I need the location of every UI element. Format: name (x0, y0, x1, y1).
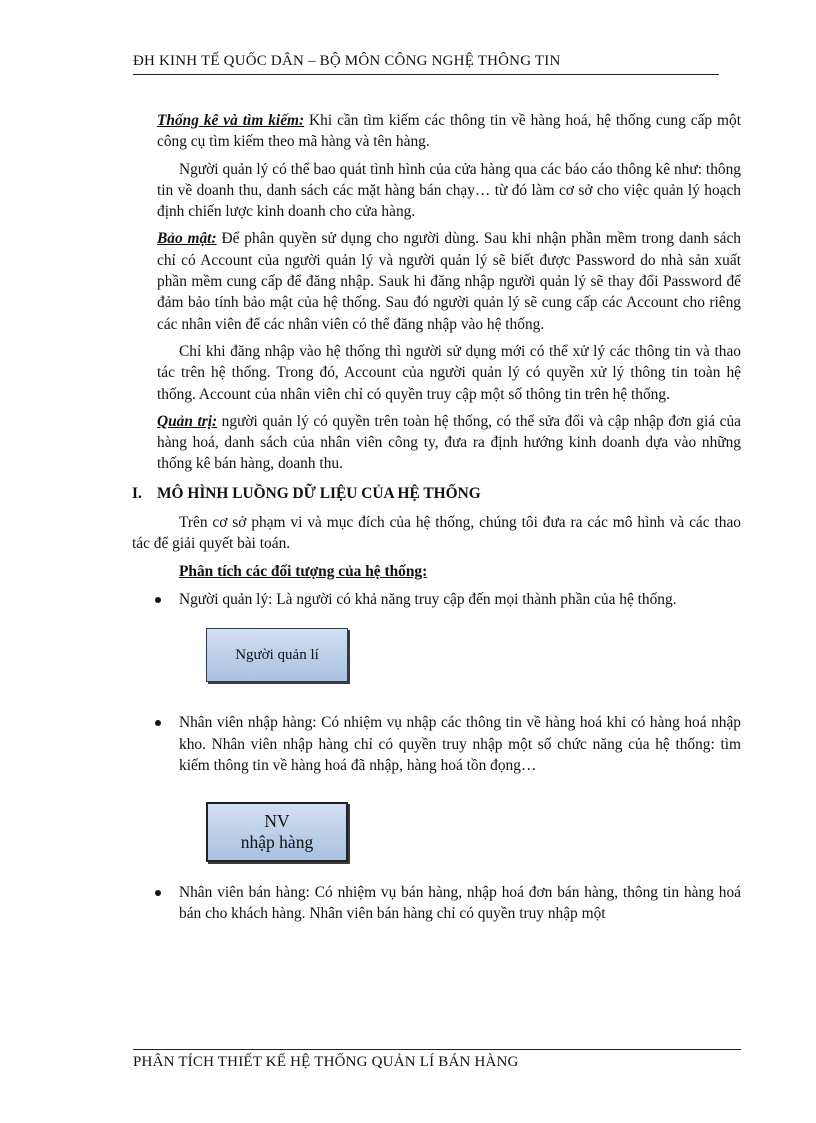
bullet-manager-text: Người quản lý: Là người có khả năng truy cập đến mọi thành phần của hệ thống. (179, 590, 677, 608)
box-import-staff (206, 802, 348, 862)
section-heading-number: I. (132, 484, 142, 502)
paragraph-intro (132, 512, 741, 555)
bullet-dot (155, 720, 161, 726)
paragraph-report: Người quản lý có thể bao quát tình hình của cửa hàng qua các báo cáo thông kê như: thông tin về doanh thu, danh sách các mặt hàng bán chạy… từ đó làm cơ sở cho việc quản lý hoạch định chiến lược kinh doanh cho cửa hàng. (157, 160, 741, 221)
bullet-dot (155, 597, 161, 603)
paragraph-login: Chỉ khi đăng nhập vào hệ thống thì người sử dụng mới có thể xử lý các thông tin và thao tác trên hệ thống. Trong đó, Account của người quản lý có quyền xử lý thông tin toàn hệ thống. Account của nhân viên chỉ có quyền truy cập một số thông tin trên hệ thống. (157, 342, 741, 403)
section-heading (132, 483, 741, 504)
page-content (132, 110, 741, 931)
bullet-sales-staff-text: Nhân viên bán hàng: Có nhiệm vụ bán hàng, nhập hoá đơn bán hàng, thông tin hàng hoá bán cho khách hàng. Nhân viên bán hàng chỉ có quyền truy nhập một (179, 884, 741, 923)
paragraph-admin (157, 411, 741, 475)
box-import-line1: NV (264, 811, 290, 832)
section-heading-title: MÔ HÌNH LUỒNG DỮ LIỆU CỦA HỆ THỐNG (157, 484, 481, 502)
term-security: Bảo mật: (157, 230, 217, 248)
text-search: Khi cần tìm kiếm các thông tin về hàng hoá, hệ thống cung cấp một công cụ tìm kiếm theo mã hàng và tên hàng. (157, 112, 741, 151)
intro-text: Trên cơ sở phạm vi và mục đích của hệ thống, chúng tôi đưa ra các mô hình và các thao tác để giải quyết bài toán. (132, 514, 741, 553)
bullet-dot (155, 890, 161, 896)
box-import-staff-label (241, 811, 313, 853)
box-manager (206, 628, 348, 682)
page-header: ĐH KINH TẾ QUỐC DÂN – BỘ MÔN CÔNG NGHỆ THÔNG TIN (133, 53, 719, 75)
subheading-objects: Phân tích các đối tượng của hệ thống: (179, 562, 428, 580)
page-footer: PHÂN TÍCH THIẾT KẾ HỆ THỐNG QUẢN LÍ BÁN HÀNG (133, 1049, 741, 1071)
bullet-manager (179, 589, 741, 610)
term-admin: Quản trị: (157, 412, 218, 430)
bullet-sales-staff (179, 882, 741, 925)
box-manager-label: Người quản lí (235, 646, 319, 663)
text-admin: người quản lý có quyền trên toàn hệ thống, có thể sửa đổi và cập nhập đơn giá của hàng hoá, danh sách của nhân viên công ty, đưa ra định hướng kinh doanh dựa vào những thống kê bán hàng, doanh thu. (157, 412, 741, 473)
term-search: Thống kê và tìm kiếm: (157, 112, 305, 129)
bullet-import-staff-text: Nhân viên nhập hàng: Có nhiệm vụ nhập các thông tin về hàng hoá khi có hàng hoá nhập kho. Nhân viên nhập hàng chỉ có quyền truy nhập một số chức năng của hệ thống: tìm kiếm thông tin về hàng hoá đã nhập, hàng hoá tồn đọng… (179, 714, 741, 774)
text-security: Để phân quyền sử dụng cho người dùng. Sau khi nhận phần mềm trong danh sách chỉ có Account của người quản lý và người quản lý sẽ biết được Password do nhà sản xuất phần mềm cung cấp để đăng nhập. Sauk hi đăng nhập người quản lý sẽ thay đổi Password để đảm bảo tính bảo mật của hệ thống. Sau đó người quản lý sẽ cung cấp các Account cho riêng các nhân viên để các nhân viên có thể đăng nhập vào hệ thống. (157, 230, 741, 333)
box-import-line2: nhập hàng (240, 832, 314, 853)
paragraph-security (157, 228, 741, 334)
paragraph-search (157, 110, 741, 153)
bullet-import-staff (179, 712, 741, 776)
